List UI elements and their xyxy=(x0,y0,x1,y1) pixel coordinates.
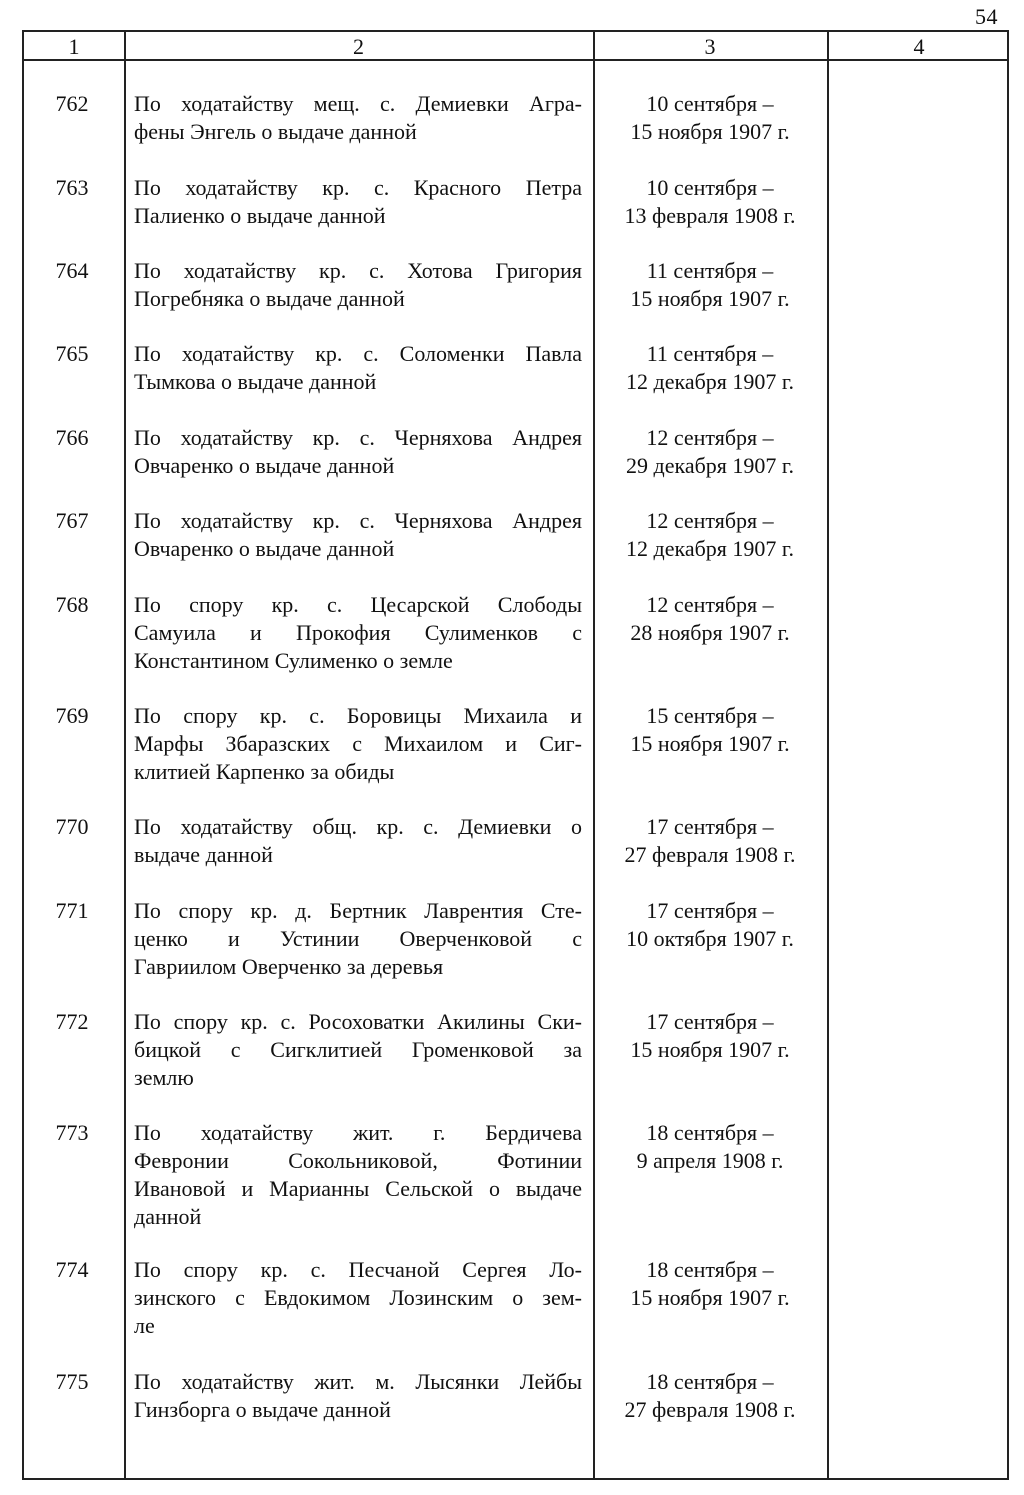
end-date: 9 апреля 1908 г. xyxy=(636,1148,784,1173)
case-dates xyxy=(593,1119,827,1175)
column-divider xyxy=(124,32,126,1478)
register-table xyxy=(22,30,1009,1480)
case-description xyxy=(134,507,582,563)
case-dates xyxy=(593,1368,827,1424)
case-number: 768 xyxy=(55,592,89,617)
end-date: 15 ноября 1907 г. xyxy=(630,286,790,311)
description-line: По спору кр. д. Бертник Лаврентия Сте- xyxy=(134,898,582,923)
case-dates xyxy=(593,1256,827,1312)
case-description xyxy=(134,1256,582,1340)
description-line: По ходатайству кр. с. Хотова Григория xyxy=(134,258,582,283)
case-dates xyxy=(593,257,827,313)
end-date: 12 декабря 1907 г. xyxy=(626,536,794,561)
case-dates xyxy=(593,340,827,396)
case-description xyxy=(134,1008,582,1092)
start-date: 10 сентября – xyxy=(646,175,774,200)
description-line: Ивановой и Марианны Сельской о выдаче xyxy=(134,1176,582,1201)
start-date: 17 сентября – xyxy=(646,898,774,923)
case-number: 767 xyxy=(55,508,89,533)
description-line: Погребняка о выдаче данной xyxy=(134,286,405,311)
case-description xyxy=(134,813,582,869)
case-number: 774 xyxy=(55,1257,89,1282)
description-line: Февронии Сокольниковой, Фотинии xyxy=(134,1148,582,1173)
case-description xyxy=(134,424,582,480)
case-number: 772 xyxy=(55,1009,89,1034)
case-number: 762 xyxy=(55,91,89,116)
end-date: 28 ноября 1907 г. xyxy=(630,620,790,645)
end-date: 27 февраля 1908 г. xyxy=(624,842,796,867)
column-header-2: 2 xyxy=(353,34,364,59)
case-dates xyxy=(593,591,827,647)
description-line: Гавриилом Оверченко за деревья xyxy=(134,954,444,979)
case-description xyxy=(134,591,582,675)
start-date: 18 сентября – xyxy=(646,1120,774,1145)
start-date: 17 сентября – xyxy=(646,1009,774,1034)
start-date: 18 сентября – xyxy=(646,1257,774,1282)
end-date: 15 ноября 1907 г. xyxy=(630,1037,790,1062)
start-date: 12 сентября – xyxy=(646,508,774,533)
case-dates xyxy=(593,813,827,869)
description-line: данной xyxy=(134,1204,202,1229)
start-date: 12 сентября – xyxy=(646,592,774,617)
description-line: Константином Сулименко о земле xyxy=(134,648,453,673)
case-number: 766 xyxy=(55,425,89,450)
description-line: Самуила и Прокофия Сулименков с xyxy=(134,620,582,645)
end-date: 15 ноября 1907 г. xyxy=(630,1285,790,1310)
description-line: По ходатайству мещ. с. Демиевки Агра- xyxy=(134,91,582,116)
case-dates xyxy=(593,702,827,758)
end-date: 10 октября 1907 г. xyxy=(626,926,794,951)
description-line: Гинзборга о выдаче данной xyxy=(134,1397,391,1422)
description-line: По спору кр. с. Росоховатки Акилины Ски- xyxy=(134,1009,582,1034)
case-number: 775 xyxy=(55,1369,89,1394)
case-description xyxy=(134,702,582,786)
case-number: 763 xyxy=(55,175,89,200)
case-number: 769 xyxy=(55,703,89,728)
end-date: 27 февраля 1908 г. xyxy=(624,1397,796,1422)
description-line: По спору кр. с. Боровицы Михаила и xyxy=(134,703,582,728)
column-divider xyxy=(827,32,829,1478)
case-number: 770 xyxy=(55,814,89,839)
start-date: 11 сентября – xyxy=(646,258,774,283)
description-line: землю xyxy=(134,1065,194,1090)
description-line: По ходатайству жит. г. Бердичева xyxy=(134,1120,582,1145)
description-line: По ходатайству жит. м. Лысянки Лейбы xyxy=(134,1369,582,1394)
case-description xyxy=(134,257,582,313)
case-description xyxy=(134,897,582,981)
description-line: бицкой с Сигклитией Громенковой за xyxy=(134,1037,582,1062)
description-line: ле xyxy=(134,1313,155,1338)
case-dates xyxy=(593,90,827,146)
description-line: По ходатайству общ. кр. с. Демиевки о xyxy=(134,814,582,839)
start-date: 18 сентября – xyxy=(646,1369,774,1394)
description-line: По ходатайству кр. с. Черняхова Андрея xyxy=(134,508,582,533)
end-date: 12 декабря 1907 г. xyxy=(626,369,794,394)
case-dates xyxy=(593,174,827,230)
end-date: 15 ноября 1907 г. xyxy=(630,731,790,756)
end-date: 29 декабря 1907 г. xyxy=(626,453,794,478)
case-description xyxy=(134,90,582,146)
case-description xyxy=(134,1119,582,1231)
header-divider xyxy=(24,59,1007,61)
case-number: 771 xyxy=(55,898,89,923)
description-line: зинского с Евдокимом Лозинским о зем- xyxy=(134,1285,582,1310)
start-date: 11 сентября – xyxy=(646,341,774,366)
case-description xyxy=(134,174,582,230)
column-header-1: 1 xyxy=(68,34,80,59)
start-date: 17 сентября – xyxy=(646,814,774,839)
column-header-4: 4 xyxy=(913,34,925,59)
description-line: Тымкова о выдаче данной xyxy=(134,369,377,394)
start-date: 10 сентября – xyxy=(646,91,774,116)
description-line: По ходатайству кр. с. Соломенки Павла xyxy=(134,341,582,366)
description-line: По спору кр. с. Цесарской Слободы xyxy=(134,592,582,617)
case-dates xyxy=(593,424,827,480)
case-number: 773 xyxy=(55,1120,89,1145)
description-line: клитией Карпенко за обиды xyxy=(134,759,395,784)
description-line: выдаче данной xyxy=(134,842,273,867)
description-line: Палиенко о выдаче данной xyxy=(134,203,386,228)
description-line: фены Энгель о выдаче данной xyxy=(134,119,417,144)
description-line: Овчаренко о выдаче данной xyxy=(134,453,395,478)
description-line: Овчаренко о выдаче данной xyxy=(134,536,395,561)
case-dates xyxy=(593,897,827,953)
column-header-3: 3 xyxy=(704,34,716,59)
case-description xyxy=(134,1368,582,1424)
case-dates xyxy=(593,507,827,563)
case-number: 764 xyxy=(55,258,89,283)
description-line: ценко и Устинии Оверченковой с xyxy=(134,926,582,951)
description-line: По спору кр. с. Песчаной Сергея Ло- xyxy=(134,1257,582,1282)
end-date: 13 февраля 1908 г. xyxy=(624,203,796,228)
description-line: По ходатайству кр. с. Красного Петра xyxy=(134,175,582,200)
case-dates xyxy=(593,1008,827,1064)
description-line: Марфы Збаразских с Михаилом и Сиг- xyxy=(134,731,582,756)
page-number: 54 xyxy=(975,4,998,29)
description-line: По ходатайству кр. с. Черняхова Андрея xyxy=(134,425,582,450)
case-number: 765 xyxy=(55,341,89,366)
end-date: 15 ноября 1907 г. xyxy=(630,119,790,144)
start-date: 12 сентября – xyxy=(646,425,774,450)
case-description xyxy=(134,340,582,396)
start-date: 15 сентября – xyxy=(646,703,774,728)
